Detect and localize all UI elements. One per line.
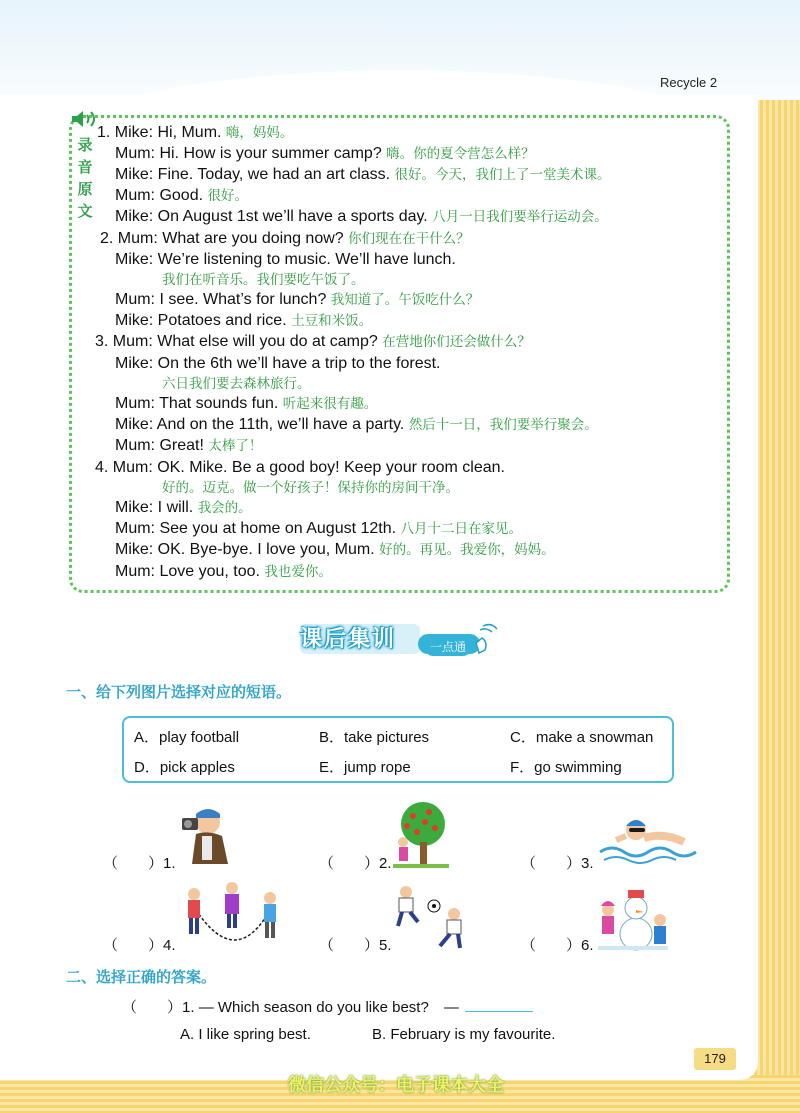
item-2 xyxy=(319,852,392,873)
question-1-option-a: A. I like spring best. xyxy=(180,1026,311,1043)
item-1 xyxy=(103,852,176,873)
transcript-line xyxy=(115,562,332,582)
option-b: B．take pictures xyxy=(319,729,430,746)
question-1 xyxy=(122,996,533,1017)
line-en: 4. Mum: OK. Mike. Be a good boy! Keep your room clean. xyxy=(95,459,505,476)
option-d: D．pick apples xyxy=(134,759,235,776)
apple-tree-image xyxy=(391,798,451,870)
swimmer-image xyxy=(596,812,702,866)
option-c: C．make a snowman xyxy=(510,729,654,746)
transcript-line xyxy=(115,165,611,185)
line-zh: 八月一日我们要举行运动会。 xyxy=(432,209,608,225)
question-text: 1. — Which season do you like best? — xyxy=(182,999,459,1016)
page-number: 179 xyxy=(694,1048,736,1070)
transcript-line xyxy=(115,415,598,435)
line-zh: 我们在听音乐。我们要吃午饭了。 xyxy=(162,272,365,288)
line-zh: 听起来很有趣。 xyxy=(282,396,378,412)
answer-paren[interactable]: （ ） xyxy=(521,937,582,954)
line-zh: 很好。 xyxy=(207,188,248,204)
line-zh: 土豆和米饭。 xyxy=(291,313,373,329)
transcript-line xyxy=(115,311,372,331)
line-en: 3. Mum: What else will you do at camp? xyxy=(95,333,378,350)
line-zh: 很好。今天，我们上了一堂美术课。 xyxy=(394,167,611,183)
line-zh: 嗨，妈妈。 xyxy=(225,125,294,141)
line-zh: 六日我们要去森林旅行。 xyxy=(162,376,311,392)
transcript-line xyxy=(115,144,535,164)
line-zh: 我知道了。午饭吃什么？ xyxy=(330,292,480,308)
line-en: Mum: Good. xyxy=(115,187,204,204)
line-en: Mum: That sounds fun. xyxy=(115,395,279,412)
transcript-line xyxy=(115,436,262,456)
transcript-line xyxy=(115,394,377,414)
label-char: 原 xyxy=(77,180,93,198)
item-4 xyxy=(103,934,176,955)
transcript-line xyxy=(115,354,441,374)
option-f: F．go swimming xyxy=(510,759,622,776)
transcript-line xyxy=(95,458,505,478)
label-char: 录 xyxy=(77,136,93,154)
line-en: Mum: I see. What’s for lunch? xyxy=(115,291,327,308)
transcript-line xyxy=(115,540,555,560)
answer-paren[interactable]: （ ） xyxy=(521,855,582,872)
line-zh: 我也爱你。 xyxy=(264,564,332,580)
section1-heading: 一、给下列图片选择对应的短语。 xyxy=(66,683,292,701)
line-en: 1. Mike: Hi, Mum. xyxy=(97,124,222,141)
label-char: 文 xyxy=(77,202,93,220)
item-number: 4. xyxy=(163,937,176,954)
answer-paren[interactable]: （ ） xyxy=(103,855,164,872)
answer-paren[interactable]: （ ） xyxy=(103,937,164,954)
answer-paren[interactable]: （ ） xyxy=(319,855,380,872)
banner-subtitle: 一点通 xyxy=(425,637,471,656)
option-e: E．jump rope xyxy=(319,759,411,776)
answer-blank[interactable] xyxy=(465,999,533,1012)
transcript-line xyxy=(95,332,531,352)
answer-paren[interactable]: （ ） xyxy=(122,999,183,1016)
football-image xyxy=(392,884,474,952)
transcript-line xyxy=(115,290,479,310)
line-en: Mike: I will. xyxy=(115,499,194,516)
answer-paren[interactable]: （ ） xyxy=(319,937,380,954)
transcript-line xyxy=(162,270,365,290)
transcript-label xyxy=(76,134,94,222)
line-en: Mike: Fine. Today, we had an art class. xyxy=(115,166,391,183)
line-zh: 太棒了！ xyxy=(208,438,263,454)
item-number: 1. xyxy=(163,855,176,872)
label-char: 音 xyxy=(77,158,93,176)
line-en: Mum: Great! xyxy=(115,437,204,454)
running-head: Recycle 2 xyxy=(660,75,718,90)
item-3 xyxy=(521,852,594,873)
line-en: Mum: See you at home on August 12th. xyxy=(115,520,397,537)
book-edge-right xyxy=(754,100,800,1113)
speaker-icon[interactable] xyxy=(70,108,100,130)
transcript-line xyxy=(100,229,470,249)
item-number: 5. xyxy=(379,937,392,954)
line-zh: 在营地你们还会做什么？ xyxy=(382,334,531,350)
line-zh: 你们现在在干什么？ xyxy=(348,231,470,247)
snowman-image xyxy=(596,880,668,952)
line-en: Mike: And on the 11th, we’ll have a party. xyxy=(115,416,405,433)
item-number: 6. xyxy=(581,937,594,954)
transcript-line xyxy=(97,123,293,143)
line-zh: 然后十一日，我们要举行聚会。 xyxy=(408,417,598,433)
transcript-line xyxy=(115,519,522,539)
transcript-line xyxy=(162,374,311,394)
question-1-option-b: B. February is my favourite. xyxy=(372,1026,556,1043)
line-en: Mike: On the 6th we’ll have a trip to the forest. xyxy=(115,355,441,372)
transcript-line xyxy=(115,250,456,270)
option-a: A．play football xyxy=(134,729,240,746)
photographer-image xyxy=(172,802,240,870)
line-zh: 我会的。 xyxy=(197,500,252,516)
item-number: 2. xyxy=(379,855,392,872)
footer-watermark: 微信公众号：电子课本大全 xyxy=(288,1075,504,1096)
item-number: 3. xyxy=(581,855,594,872)
line-zh: 嗨。你的夏令营怎么样？ xyxy=(386,146,535,162)
line-en: 2. Mum: What are you doing now? xyxy=(100,230,344,247)
section2-heading: 二、选择正确的答案。 xyxy=(66,968,217,986)
transcript-line xyxy=(115,498,252,518)
line-en: Mike: On August 1st we’ll have a sports day. xyxy=(115,208,428,225)
line-zh: 八月十二日在家见。 xyxy=(400,521,523,537)
banner-title: 课后集训 xyxy=(300,627,397,652)
transcript-line xyxy=(115,207,608,227)
item-6 xyxy=(521,934,594,955)
line-zh: 好的。再见。我爱你，妈妈。 xyxy=(379,542,555,558)
jump-rope-image xyxy=(180,880,286,952)
line-en: Mike: We’re listening to music. We’ll have lunch. xyxy=(115,251,456,268)
line-en: Mum: Hi. How is your summer camp? xyxy=(115,145,382,162)
line-en: Mum: Love you, too. xyxy=(115,563,260,580)
line-en: Mike: Potatoes and rice. xyxy=(115,312,287,329)
item-5 xyxy=(319,934,392,955)
line-en: Mike: OK. Bye-bye. I love you, Mum. xyxy=(115,541,375,558)
transcript-line xyxy=(162,478,459,498)
transcript-line xyxy=(115,186,248,206)
line-zh: 好的。迈克。做一个好孩子！保持你的房间干净。 xyxy=(162,480,459,496)
